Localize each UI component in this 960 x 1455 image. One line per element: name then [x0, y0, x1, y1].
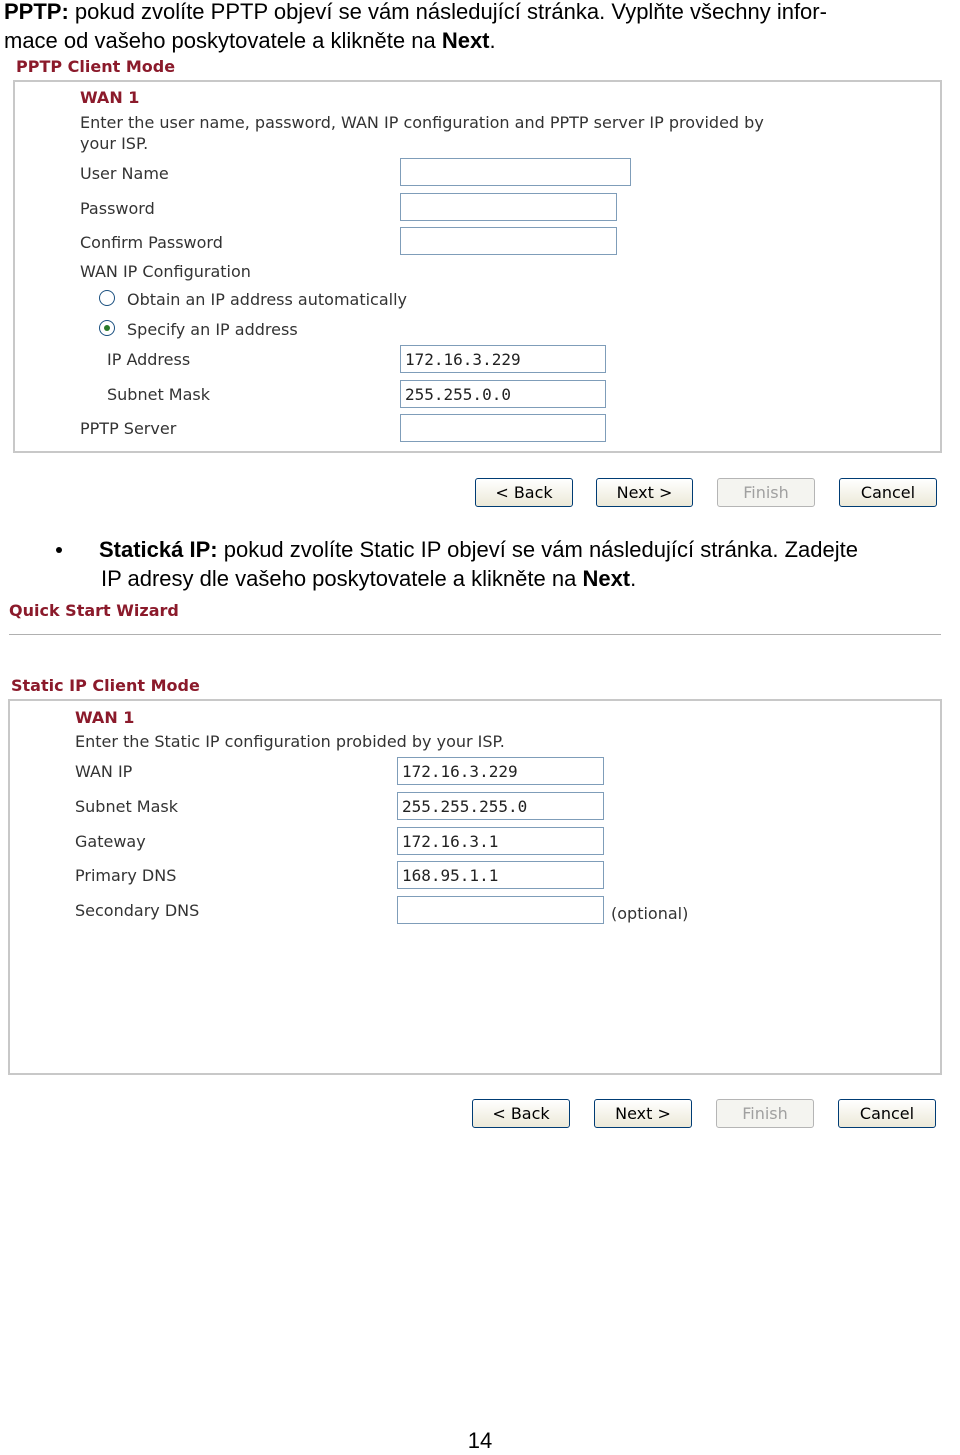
- pptp-server-label: PPTP Server: [80, 419, 177, 438]
- gateway-input[interactable]: [397, 827, 604, 855]
- pptp-subnet-mask-label: Subnet Mask: [107, 385, 211, 404]
- static-intro-term: Statická IP:: [99, 537, 218, 562]
- radio-obtain-auto-label[interactable]: Obtain an IP address automatically: [127, 290, 408, 309]
- primary-dns-input[interactable]: [397, 861, 604, 889]
- gateway-label: Gateway: [75, 832, 146, 851]
- static-wan-title: WAN 1: [75, 708, 135, 727]
- secondary-dns-input[interactable]: [397, 896, 604, 924]
- pptp-back-button[interactable]: < Back: [475, 478, 573, 507]
- password-input[interactable]: [400, 193, 617, 221]
- pptp-description-line-2: your ISP.: [80, 134, 149, 153]
- pptp-next-button[interactable]: Next >: [596, 478, 693, 507]
- static-next-button[interactable]: Next >: [594, 1099, 692, 1128]
- pptp-cancel-button[interactable]: Cancel: [839, 478, 937, 507]
- ip-address-input[interactable]: [400, 345, 606, 373]
- static-intro-period: .: [630, 566, 637, 591]
- optional-note: (optional): [611, 904, 689, 923]
- static-description: Enter the Static IP configuration probided by your ISP.: [75, 732, 505, 751]
- pptp-server-input[interactable]: [400, 414, 606, 442]
- radio-specify-ip-label[interactable]: Specify an IP address: [127, 320, 298, 339]
- page-number: 14: [467, 1428, 493, 1453]
- wan-ip-input[interactable]: [397, 757, 604, 785]
- wan-ip-label: WAN IP: [75, 762, 133, 781]
- static-section-title: Static IP Client Mode: [11, 676, 200, 695]
- pptp-section-title: PPTP Client Mode: [16, 57, 176, 76]
- radio-specify-ip[interactable]: [99, 320, 115, 336]
- intro-next-word: Next: [441, 28, 490, 53]
- user-name-input[interactable]: [400, 158, 631, 186]
- radio-obtain-auto[interactable]: [99, 290, 115, 306]
- wizard-title: Quick Start Wizard: [9, 601, 179, 620]
- static-finish-button[interactable]: Finish: [716, 1099, 814, 1128]
- static-intro-text-2: IP adresy dle vašeho poskytovatele a klikněte na: [101, 566, 583, 591]
- static-subnet-mask-label: Subnet Mask: [75, 797, 179, 816]
- intro-text-2: mace od vašeho poskytovatele a klikněte na: [4, 28, 442, 53]
- user-name-label: User Name: [80, 164, 169, 183]
- confirm-password-input[interactable]: [400, 227, 617, 255]
- primary-dns-label: Primary DNS: [75, 866, 177, 885]
- static-intro-text-1: pokud zvolíte Static IP objeví se vám následující stránka. Zadejte: [217, 537, 858, 562]
- wan-ip-configuration-label: WAN IP Configuration: [80, 262, 251, 281]
- pptp-wan-title: WAN 1: [80, 88, 140, 107]
- intro-paragraph: [4, 0, 954, 55]
- static-cancel-button[interactable]: Cancel: [838, 1099, 936, 1128]
- intro-period: .: [489, 28, 496, 53]
- static-intro-next-word: Next: [582, 566, 631, 591]
- confirm-password-label: Confirm Password: [80, 233, 223, 252]
- static-subnet-mask-input[interactable]: [397, 792, 604, 820]
- pptp-finish-button[interactable]: Finish: [717, 478, 815, 507]
- wizard-divider: [9, 634, 941, 635]
- ip-address-label: IP Address: [107, 350, 191, 369]
- intro-term: PPTP:: [4, 0, 69, 24]
- pptp-description-line-1: Enter the user name, password, WAN IP configuration and PPTP server IP provided by: [80, 113, 764, 132]
- password-label: Password: [80, 199, 155, 218]
- intro-line-2: [4, 26, 954, 55]
- static-intro-line-2: [99, 564, 959, 593]
- secondary-dns-label: Secondary DNS: [75, 901, 200, 920]
- intro-line-1: [4, 0, 954, 26]
- static-intro-paragraph: [99, 535, 959, 593]
- static-intro-line-1: [99, 535, 959, 564]
- pptp-subnet-mask-input[interactable]: [400, 380, 606, 408]
- bullet-icon: [56, 547, 62, 553]
- static-back-button[interactable]: < Back: [472, 1099, 570, 1128]
- intro-text-1: pokud zvolíte PPTP objeví se vám následující stránka. Vyplňte všechny infor-: [68, 0, 827, 24]
